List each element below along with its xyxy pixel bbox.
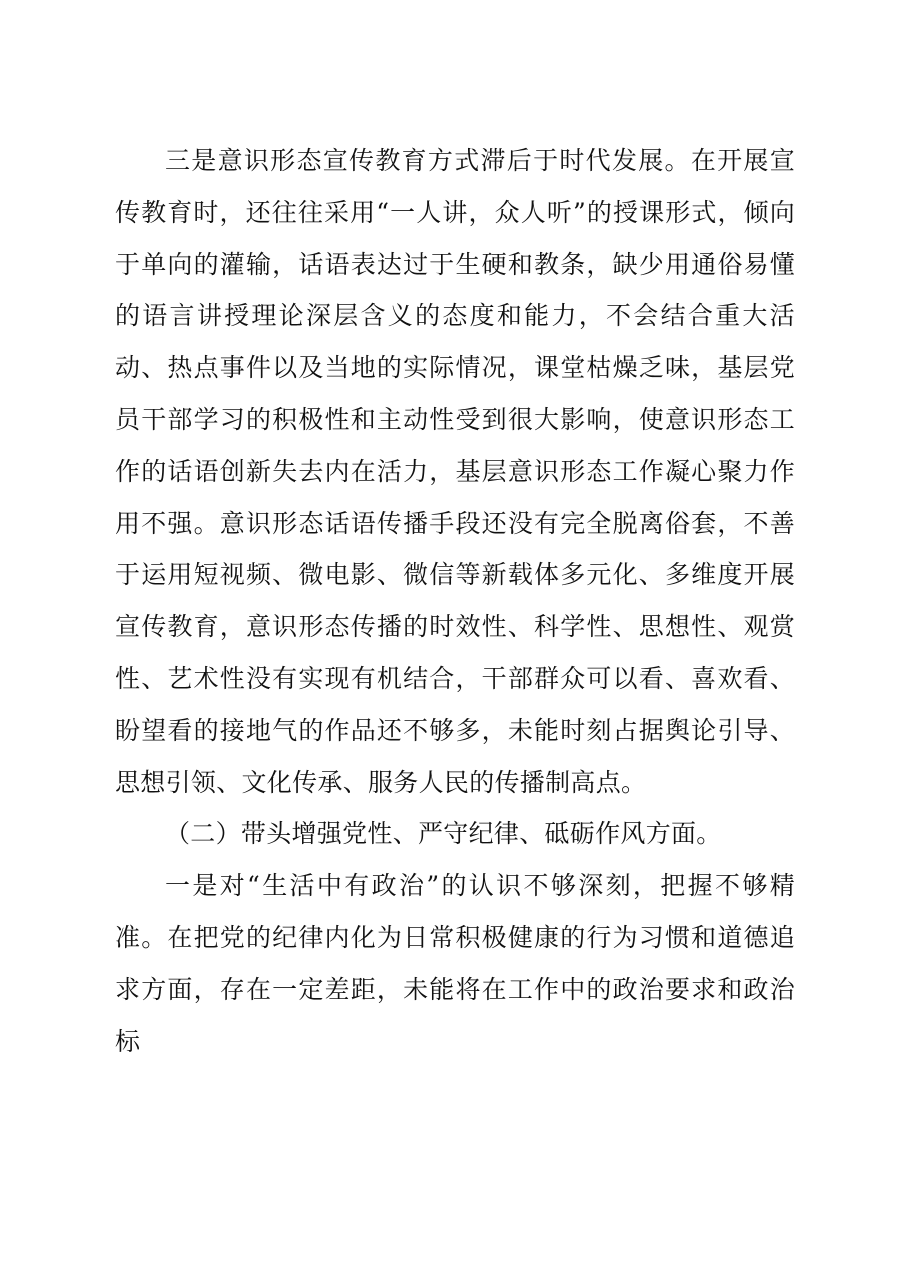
document-body <box>115 135 795 1067</box>
body-paragraph-politics-in-life: 一是对“生活中有政治”的认识不够深刻，把握不够精准。在把党的纪律内化为日常积极健康的行为习惯和道德追求方面，存在一定差距，未能将在工作中的政治要求和政治标 <box>115 871 795 1056</box>
body-paragraph-ideology-propaganda: 三是意识形态宣传教育方式滞后于时代发展。在开展宣传教育时，还往往采用“一人讲，众人听”的授课形式，倾向于单向的灌输，话语表达过于生硬和教条，缺少用通俗易懂的语言讲授理论深层含义的态度和能力，不会结合重大活动、热点事件以及当地的实际情况，课堂枯燥乏味，基层党员干部学习的积极性和主动性受到很大影响，使意识形态工作的话语创新失去内在活力，基层意识形态工作凝心聚力作用不强。意识形态话语传播手段还没有完全脱离俗套，不善于运用短视频、微电影、微信等新载体多元化、多维度开展宣传教育，意识形态传播的时效性、科学性、思想性、观赏性、艺术性没有实现有机结合，干部群众可以看、喜欢看、盼望看的接地气的作品还不够多，未能时刻占据舆论引导、思想引领、文化传承、服务人民的传播制高点。 <box>115 146 795 797</box>
section-heading: （二）带头增强党性、严守纪律、砥砺作风方面。 <box>165 819 722 849</box>
